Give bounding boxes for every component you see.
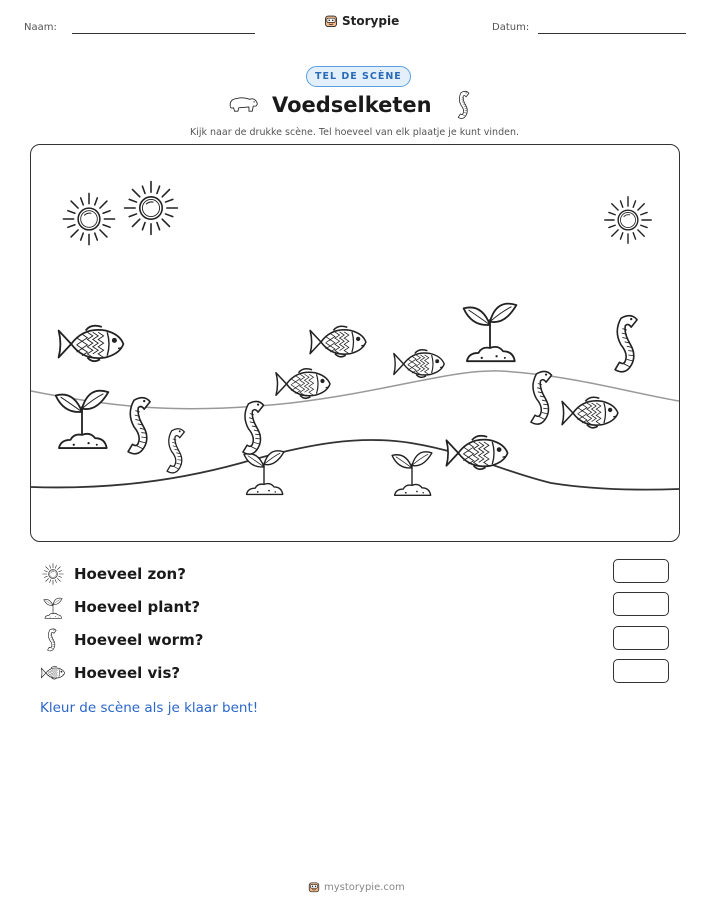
brand-name: Storypie	[342, 14, 400, 28]
site-url[interactable]: mystorypie.com	[324, 881, 405, 893]
date-label: Datum:	[492, 22, 530, 33]
footer-site	[308, 881, 405, 893]
question-sun	[40, 561, 186, 587]
question-label: Hoeveel vis?	[74, 664, 181, 682]
fish-icon	[276, 369, 330, 399]
ground-line	[31, 440, 679, 490]
bear-icon	[226, 93, 260, 115]
river-line	[31, 371, 679, 409]
page-title: Voedselketen	[272, 93, 432, 117]
sprout-icon	[392, 452, 432, 495]
sun-icon	[40, 561, 66, 587]
question-label: Hoeveel zon?	[74, 565, 186, 583]
answer-box-sun[interactable]	[613, 559, 669, 583]
question-label: Hoeveel plant?	[74, 598, 201, 616]
question-label: Hoeveel worm?	[74, 631, 204, 649]
worm-icon	[454, 89, 476, 121]
answer-box-worm[interactable]	[613, 626, 669, 650]
sun-icon	[605, 197, 651, 243]
sun-icon	[125, 182, 178, 235]
counting-scene	[30, 144, 680, 542]
question-fish	[40, 660, 180, 686]
mascot-icon	[308, 881, 320, 893]
sun-icon	[63, 193, 114, 244]
question-plant	[40, 594, 200, 620]
sprout-icon	[464, 304, 517, 362]
name-line[interactable]	[72, 33, 255, 34]
worm-icon	[615, 316, 637, 372]
date-line[interactable]	[538, 33, 686, 34]
worm-icon	[40, 627, 66, 653]
fish-icon	[562, 397, 618, 428]
worm-icon	[128, 398, 150, 454]
worm-icon	[167, 429, 184, 473]
subtitle: Kijk naar de drukke scène. Tel hoeveel van elk plaatje je kunt vinden.	[190, 127, 519, 138]
brand-logo	[324, 14, 399, 28]
worm-icon	[531, 371, 552, 424]
fish-icon	[446, 436, 507, 470]
section-badge: TEL DE SCÈNE	[306, 66, 411, 87]
fish-icon	[59, 326, 124, 361]
fish-icon	[40, 660, 66, 686]
coloring-instruction: Kleur de scène als je klaar bent!	[40, 700, 259, 716]
mascot-icon	[324, 14, 338, 28]
question-worm	[40, 627, 203, 653]
name-label: Naam:	[24, 22, 57, 33]
worm-icon	[243, 401, 264, 454]
fish-icon	[394, 350, 444, 378]
answer-box-fish[interactable]	[613, 659, 669, 683]
scene-illustration	[31, 145, 679, 541]
fish-icon	[310, 326, 366, 357]
answer-box-plant[interactable]	[613, 592, 669, 616]
sprout-icon	[40, 594, 66, 620]
